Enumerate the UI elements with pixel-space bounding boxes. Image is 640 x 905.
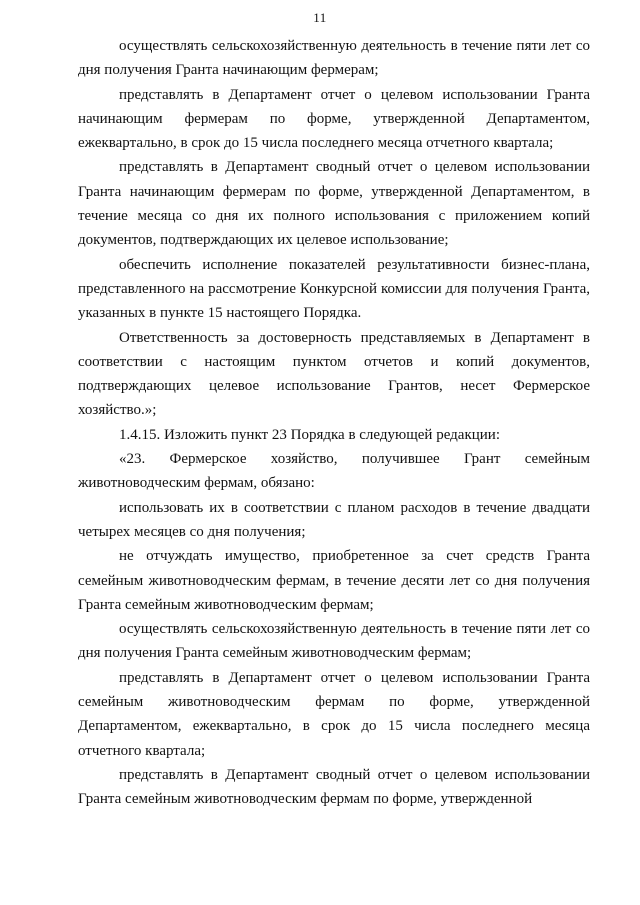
- paragraph: представлять в Департамент сводный отчет о целевом использовании Гранта семейным животноводческим фермам по форме, утвержденной: [78, 766, 590, 808]
- paragraph: 1.4.15. Изложить пункт 23 Порядка в следующей редакции:: [119, 426, 500, 443]
- paragraph: Ответственность за достоверность представляемых в Департамент в соответствии с настоящим пунктом отчетов и копий документов, подтверждающих целевое использование Грантов, несет Фермерское хозяйство.»;: [78, 329, 590, 419]
- paragraph: обеспечить исполнение показателей результативности бизнес-плана, представленного на рассмотрение Конкурсной комиссии для получения Гранта, указанных в пункте 15 настоящего Порядка.: [78, 256, 590, 322]
- paragraph: представлять в Департамент отчет о целевом использовании Гранта начинающим фермерам по форме, утвержденной Департаментом, ежеквартально, в срок до 15 числа последнего месяца отчетного квартала;: [78, 86, 590, 152]
- paragraph: «23. Фермерское хозяйство, получившее Грант семейным животноводческим фермам, обязано:: [78, 451, 590, 492]
- document-body: [78, 34, 590, 812]
- paragraph: представлять в Департамент сводный отчет о целевом использовании Гранта начинающим фермерам по форме, утвержденной Департаментом, в течение месяца со дня их полного использования с приложением копий документов, подтверждающих их целевое использование;: [78, 159, 590, 249]
- page-number: 11: [313, 10, 327, 25]
- paragraph: не отчуждать имущество, приобретенное за счет средств Гранта семейным животноводческим фермам, в течение десяти лет со дня получения Гранта семейным животноводческим фермам;: [78, 548, 590, 613]
- paragraph: осуществлять сельскохозяйственную деятельность в течение пяти лет со дня получения Гранта начинающим фермерам;: [78, 38, 590, 79]
- paragraph: использовать их в соответствии с планом расходов в течение двадцати четырех месяцев со дня получения;: [78, 499, 590, 540]
- paragraph: осуществлять сельскохозяйственную деятельность в течение пяти лет со дня получения Гранта семейным животноводческим фермам;: [78, 621, 590, 662]
- paragraph: представлять в Департамент отчет о целевом использовании Гранта семейным животноводческим фермам по форме, утвержденной Департаментом, ежеквартально, в срок до 15 числа последнего месяца отчетного квартала;: [78, 669, 590, 759]
